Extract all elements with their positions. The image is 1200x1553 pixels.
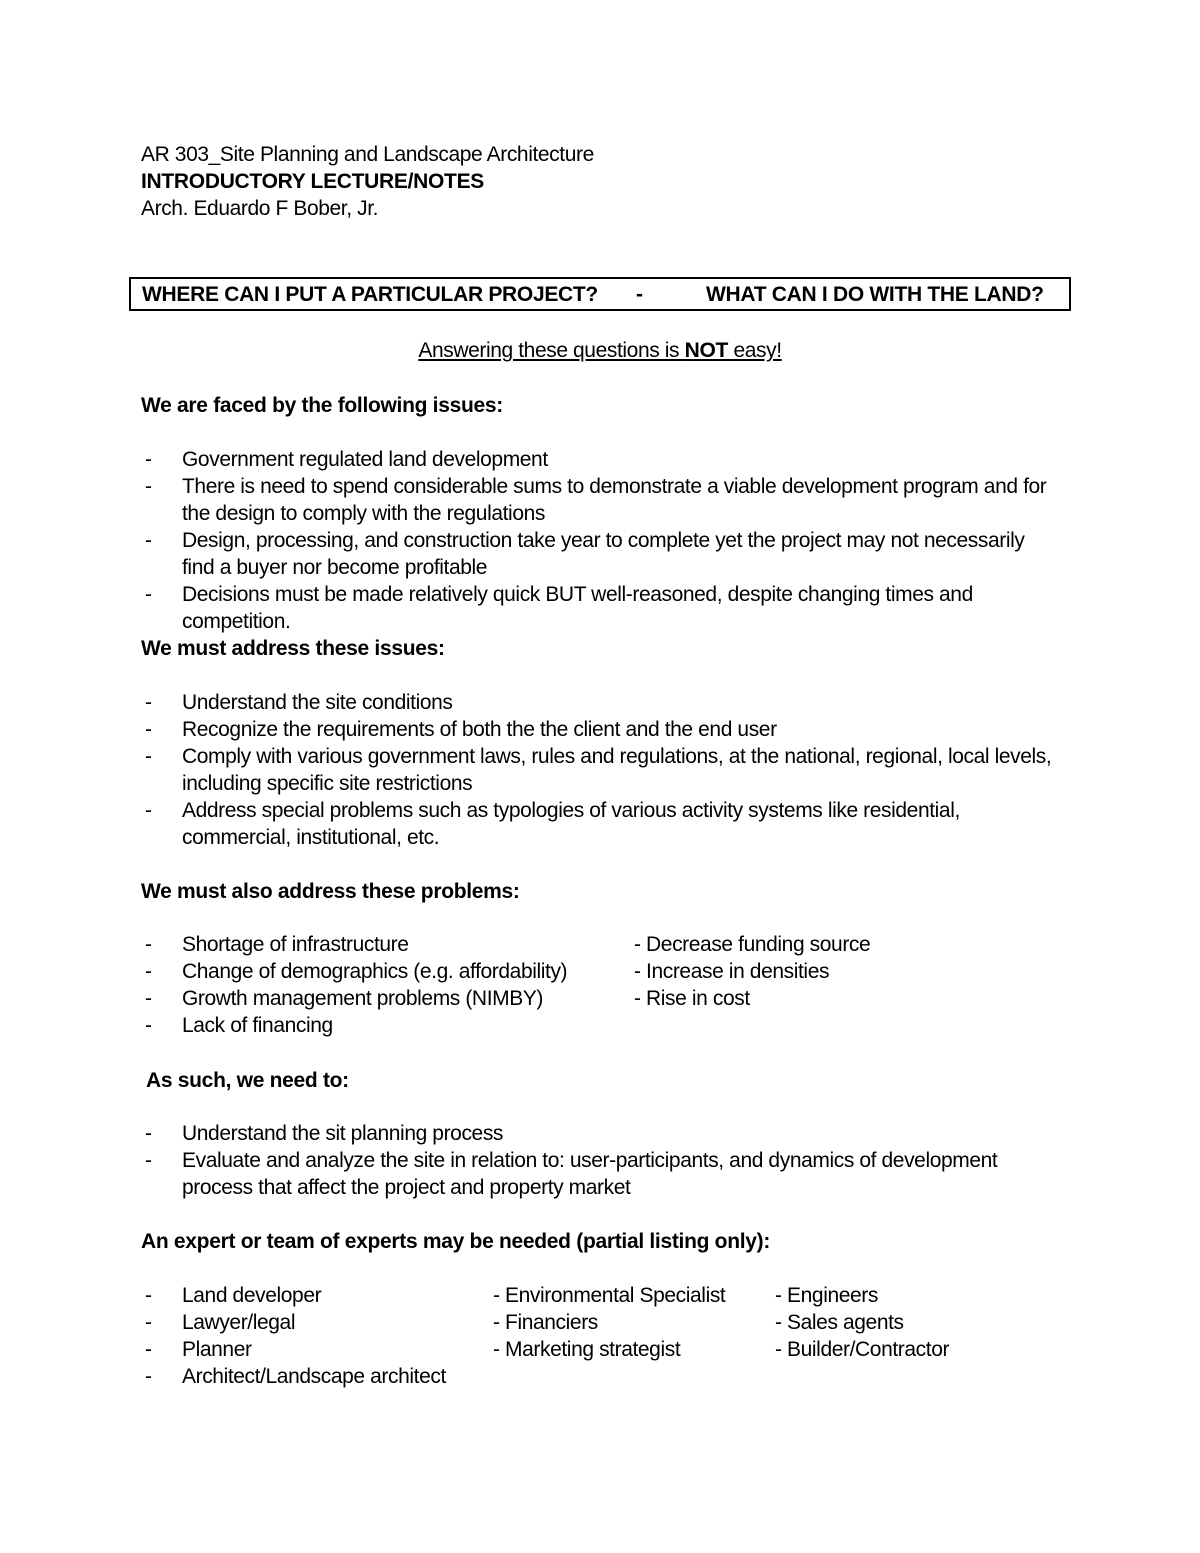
experts-list-col3 [775, 1282, 949, 1363]
list-item: - Decrease funding source [634, 933, 871, 956]
needs-heading: As such, we need to: [146, 1069, 349, 1092]
tagline-after: easy! [728, 339, 782, 362]
list-item: - Comply with various government laws, rules and regulations, at the national, regional, local levels, including specific site restrictions [145, 745, 1052, 795]
dash-bullet: - [145, 960, 152, 983]
dash-bullet: - [145, 1122, 152, 1145]
question-box [129, 277, 1071, 311]
dash-bullet: - [145, 933, 152, 956]
list-item: - Rise in cost [634, 987, 750, 1010]
list-item: - Government regulated land development [145, 448, 548, 471]
list-item: - Decisions must be made relatively quick BUT well-reasoned, despite changing times and competition. [145, 583, 973, 633]
list-item: - Environmental Specialist [493, 1284, 726, 1307]
dash-bullet: - [145, 529, 152, 552]
issues-heading: We are faced by the following issues: [141, 394, 503, 417]
issues-list [141, 446, 1061, 635]
dash-bullet: - [145, 448, 152, 471]
list-item: - Lawyer/legal [145, 1311, 296, 1334]
dash-bullet: - [145, 799, 152, 822]
question-what: WHAT CAN I DO WITH THE LAND? [706, 283, 1044, 306]
problems-list-left [141, 931, 621, 1039]
tagline [0, 337, 1200, 364]
dash-bullet: - [145, 1149, 152, 1172]
list-item: - Financiers [493, 1311, 598, 1334]
problems-heading: We must also address these problems: [141, 880, 520, 903]
question-where: WHERE CAN I PUT A PARTICULAR PROJECT? [142, 283, 598, 306]
dash-bullet: - [145, 1365, 152, 1388]
tagline-before: Answering these questions is [418, 339, 685, 362]
dash-bullet: - [145, 1284, 152, 1307]
document-header [141, 141, 594, 222]
question-separator: - [636, 283, 643, 306]
list-item: - Design, processing, and construction take year to complete yet the project may not necessarily find a buyer nor become profitable [145, 529, 1025, 579]
list-item: - Understand the site conditions [145, 691, 453, 714]
list-item: - Shortage of infrastructure [145, 933, 409, 956]
list-item: - Recognize the requirements of both the the client and the end user [145, 718, 777, 741]
problems-list-right [634, 931, 870, 1012]
dash-bullet: - [145, 1311, 152, 1334]
experts-heading: An expert or team of experts may be needed (partial listing only): [141, 1230, 771, 1253]
dash-bullet: - [145, 475, 152, 498]
list-item: - There is need to spend considerable sums to demonstrate a viable development program and for the design to comply with the regulations [145, 475, 1047, 525]
list-item: - Evaluate and analyze the site in relation to: user-participants, and dynamics of development process that affect the project and property market [145, 1149, 998, 1199]
course-title: AR 303_Site Planning and Landscape Architecture [141, 143, 594, 166]
dash-bullet: - [145, 987, 152, 1010]
dash-bullet: - [145, 691, 152, 714]
list-item: - Planner [145, 1338, 252, 1361]
list-item: - Understand the sit planning process [145, 1122, 504, 1145]
address-heading: We must address these issues: [141, 637, 445, 660]
experts-list-col1 [141, 1282, 491, 1390]
dash-bullet: - [145, 1338, 152, 1361]
list-item: - Lack of financing [145, 1014, 333, 1037]
list-item: - Growth management problems (NIMBY) [145, 987, 544, 1010]
list-item: - Sales agents [775, 1311, 904, 1334]
address-list [141, 689, 1061, 851]
dash-bullet: - [145, 583, 152, 606]
tagline-emphasis: NOT [684, 339, 729, 362]
dash-bullet: - [145, 718, 152, 741]
list-item: - Land developer [145, 1284, 322, 1307]
list-item: - Architect/Landscape architect [145, 1365, 446, 1388]
list-item: - Marketing strategist [493, 1338, 681, 1361]
needs-list [141, 1120, 1061, 1201]
dash-bullet: - [145, 745, 152, 768]
author-name: Arch. Eduardo F Bober, Jr. [141, 197, 379, 220]
list-item: - Address special problems such as typologies of various activity systems like residential, commercial, institutional, etc. [145, 799, 960, 849]
list-item: - Change of demographics (e.g. affordability) [145, 960, 568, 983]
experts-list-col2 [493, 1282, 725, 1363]
dash-bullet: - [145, 1014, 152, 1037]
list-item: - Builder/Contractor [775, 1338, 950, 1361]
document-title: INTRODUCTORY LECTURE/NOTES [141, 170, 484, 193]
list-item: - Increase in densities [634, 960, 830, 983]
list-item: - Engineers [775, 1284, 878, 1307]
